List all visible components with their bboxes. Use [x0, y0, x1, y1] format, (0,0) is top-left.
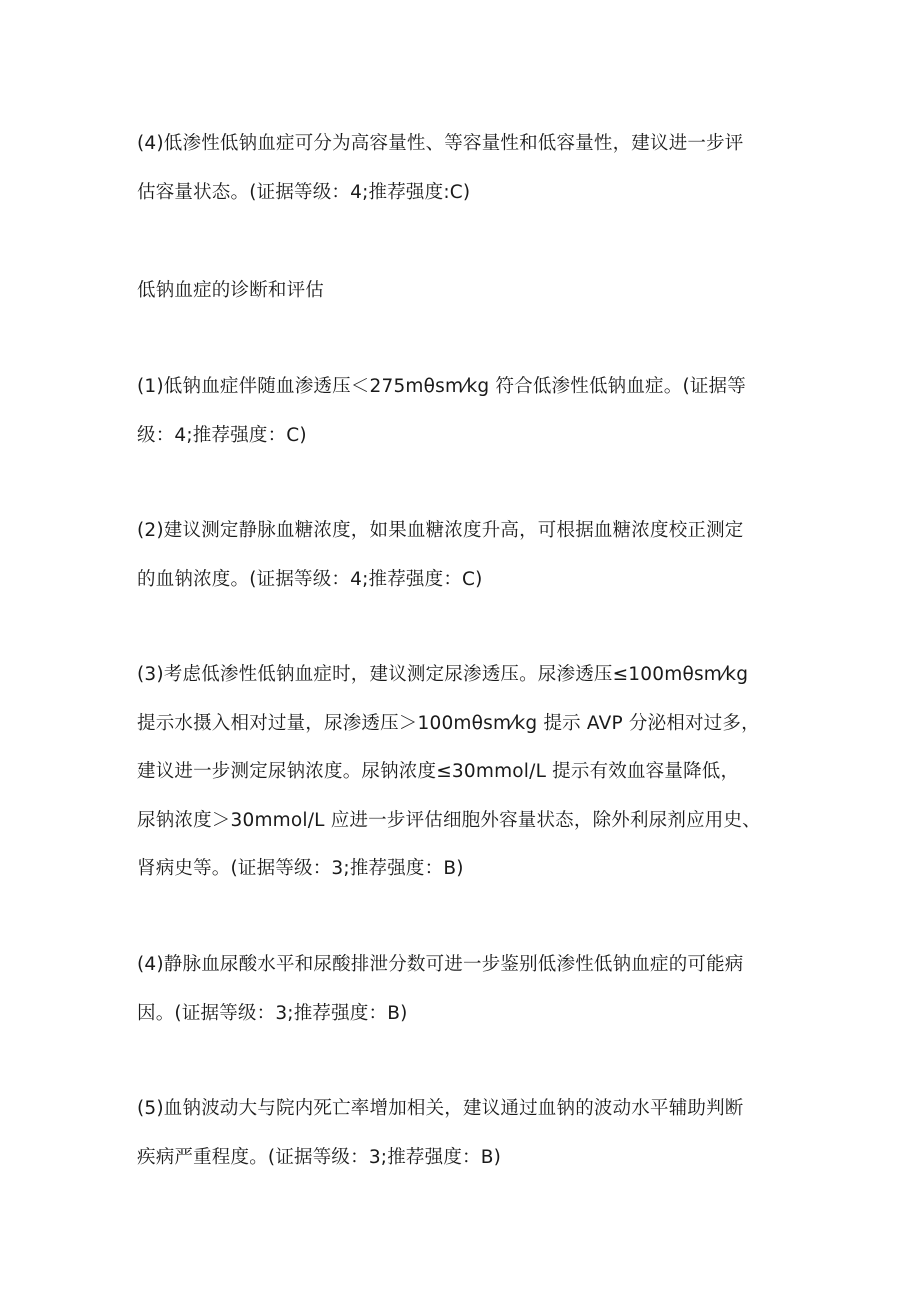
paragraph-item-5 — [137, 1085, 797, 1182]
paragraph-item-1 — [137, 363, 797, 460]
section-heading — [137, 267, 797, 316]
text-line: 建议进一步测定尿钠浓度。尿钠浓度≤30mmol/L 提示有效血容量降低， — [137, 761, 740, 782]
text-line: (4)静脉血尿酸水平和尿酸排泄分数可进一步鉴别低渗性低钠血症的可能病 — [137, 954, 744, 975]
text-line: 疾病严重程度。(证据等级：3;推荐强度：B) — [137, 1146, 502, 1168]
text-line: 尿钠浓度＞30mmol/L 应进一步评估细胞外容量状态，除外利尿剂应用史、 — [137, 809, 761, 831]
text-line: 因。(证据等级：3;推荐强度：B) — [137, 1002, 408, 1024]
paragraph-hypotonic-classification — [137, 120, 797, 217]
text-line: (4)低渗性低钠血症可分为高容量性、等容量性和低容量性，建议进一步评 — [137, 133, 744, 154]
text-line: (1)低钠血症伴随血渗透压＜275mθsm⁄kg 符合低渗性低钠血症。(证据等 — [137, 376, 746, 397]
text-line: 提示水摄入相对过量，尿渗透压＞100mθsm⁄kg 提示 AVP 分泌相对过多， — [137, 712, 760, 734]
text-line: (3)考虑低渗性低钠血症时，建议测定尿渗透压。尿渗透压≤100mθsm⁄kg — [137, 664, 749, 685]
text-line: (2)建议测定静脉血糖浓度，如果血糖浓度升高，可根据血糖浓度校正测定 — [137, 520, 744, 541]
text-line: 的血钠浓度。(证据等级：4;推荐强度：C) — [137, 568, 483, 590]
text-line: 级：4;推荐强度：C) — [137, 424, 307, 446]
paragraph-item-2 — [137, 507, 797, 604]
text-line: (5)血钠波动大与院内死亡率增加相关，建议通过血钠的波动水平辅助判断 — [137, 1098, 744, 1119]
heading-text: 低钠血症的诊断和评估 — [137, 280, 325, 301]
text-line: 估容量状态。(证据等级：4;推荐强度:C) — [137, 181, 471, 203]
text-line: 肾病史等。(证据等级：3;推荐强度：B) — [137, 858, 464, 879]
paragraph-item-3 — [137, 651, 797, 894]
paragraph-item-4 — [137, 941, 797, 1038]
